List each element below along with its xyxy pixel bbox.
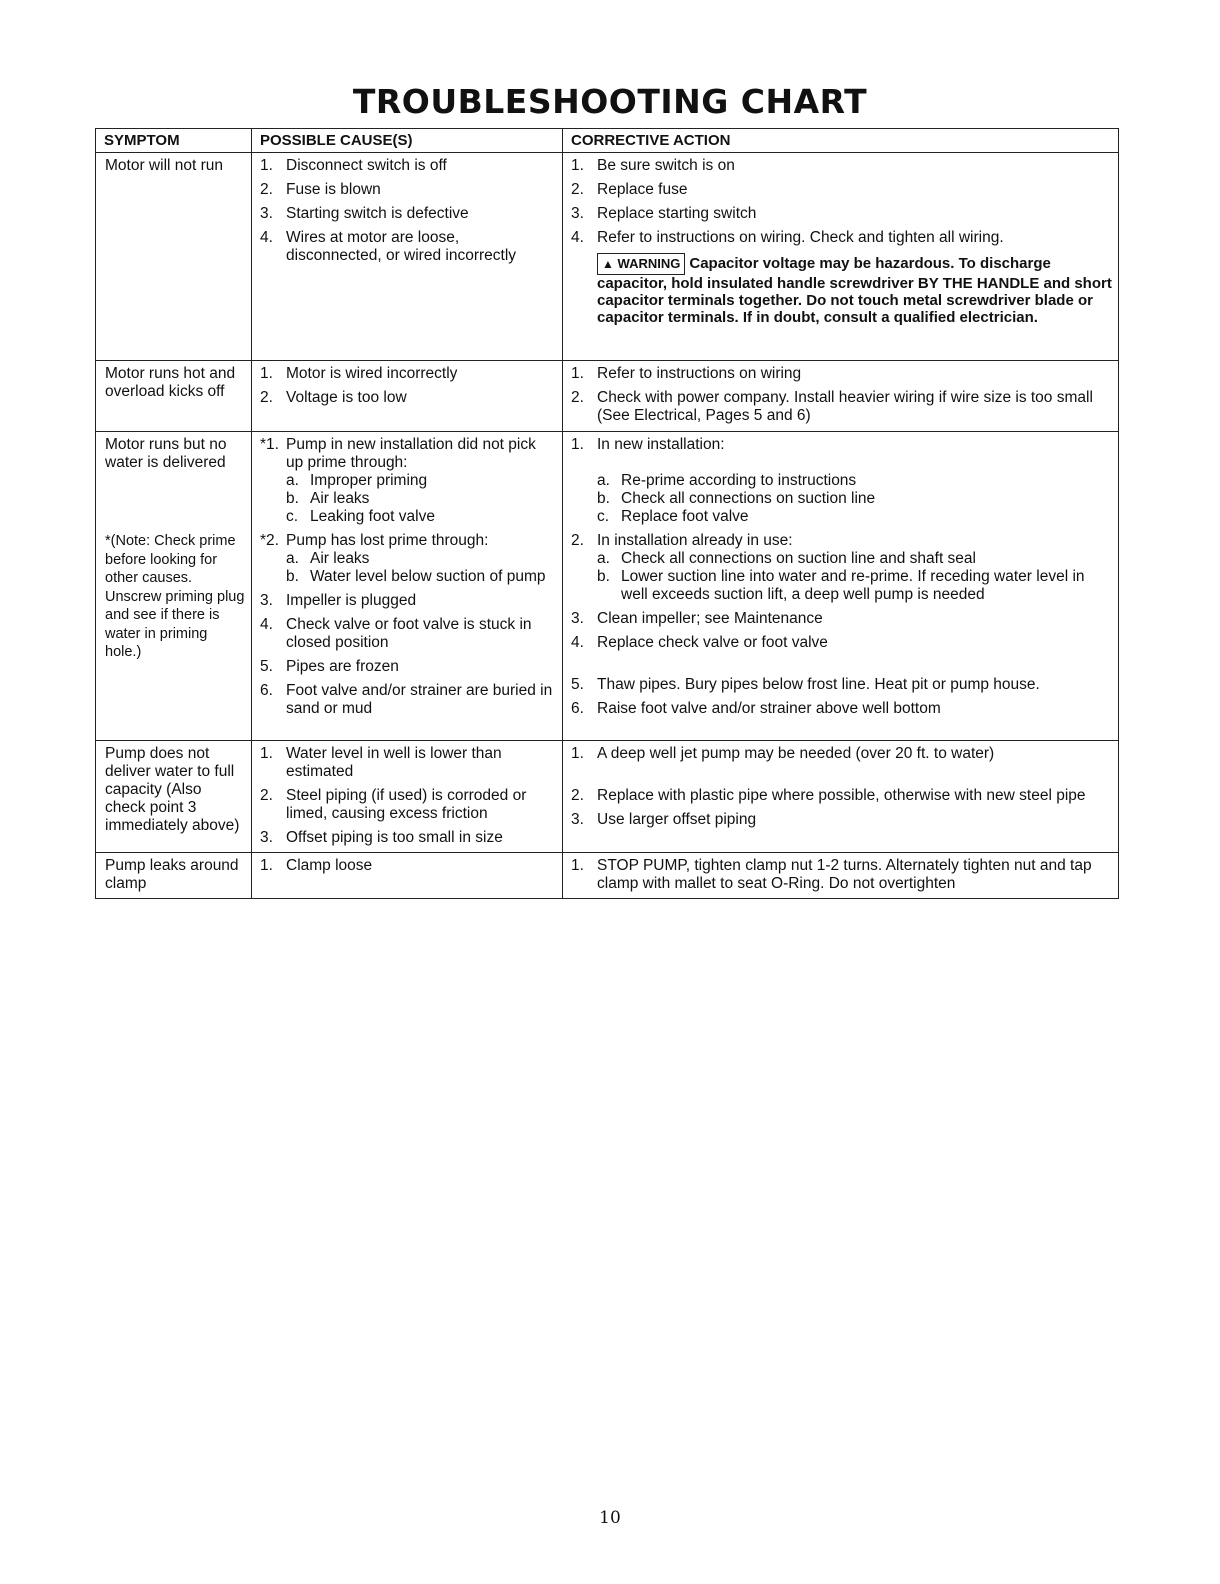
action-cell: [563, 853, 1119, 899]
list-item: 3. Use larger offset piping: [571, 811, 757, 828]
list-item: 2. Replace with plastic pipe where possible, otherwise with new steel pipe: [571, 787, 1086, 804]
header-causes: POSSIBLE CAUSE(S): [252, 129, 563, 153]
table-row: [96, 153, 1119, 361]
list-item: 5. Pipes are frozen: [260, 658, 399, 675]
list-item: 1. In new installation:: [571, 436, 725, 453]
table-row: [96, 361, 1119, 432]
list-item: 1. Be sure switch is on: [571, 157, 735, 174]
header-action: CORRECTIVE ACTION: [563, 129, 1119, 153]
list-item: 6. Raise foot valve and/or strainer above well bottom: [571, 700, 941, 717]
sub-item: a. Re-prime according to instructions: [597, 472, 857, 489]
table-row: [96, 741, 1119, 853]
list-item: 3. Replace starting switch: [571, 205, 757, 222]
list-item: 1. Disconnect switch is off: [260, 157, 447, 174]
list-item: 1. STOP PUMP, tighten clamp nut 1-2 turns. Alternately tighten nut and tap clamp with mallet to seat O-Ring. Do not overtighten: [571, 857, 1092, 892]
table-row: [96, 432, 1119, 741]
causes-cell: [252, 153, 563, 361]
symptom-cell: Motor runs hot and overload kicks off: [96, 361, 252, 432]
action-cell: [563, 153, 1119, 361]
causes-cell: [252, 853, 563, 899]
list-item: 1. Refer to instructions on wiring: [571, 365, 802, 382]
list-item: 1. Clamp loose: [260, 857, 373, 874]
sub-item: a. Improper priming: [286, 472, 428, 489]
page-title: TROUBLESHOOTING CHART: [352, 82, 868, 121]
warning-block: [597, 253, 1112, 326]
list-item: 6. Foot valve and/or strainer are buried in sand or mud: [260, 682, 553, 717]
warning-text: Capacitor voltage may be hazardous. To discharge capacitor, hold insulated handle screwdriver BY THE HANDLE and short capacitor terminals together. Do not touch metal screwdriver blade or capacitor terminals. If in doubt, consult a qualified electrician.: [597, 255, 1112, 326]
list-item: 4. Replace check valve or foot valve: [571, 634, 828, 651]
sub-item: a. Air leaks: [286, 550, 370, 567]
sub-list: [260, 472, 556, 526]
sub-list: [260, 550, 556, 586]
causes-cell: [252, 741, 563, 853]
warning-label: ▲ WARNING: [597, 253, 685, 275]
list-item: 3. Clean impeller; see Maintenance: [571, 610, 823, 627]
list-item: 1. A deep well jet pump may be needed (over 20 ft. to water): [571, 745, 995, 762]
list-item: *1. Pump in new installation did not pick up prime through:: [260, 436, 536, 471]
table-row: [96, 853, 1119, 899]
sub-item: b. Check all connections on suction line: [597, 490, 876, 507]
causes-cell: [252, 432, 563, 741]
list-item: 5. Thaw pipes. Bury pipes below frost line. Heat pit or pump house.: [571, 676, 1040, 693]
action-cell: [563, 361, 1119, 432]
symptom-text: Motor runs but no water is delivered: [105, 436, 227, 471]
list-item: 4. Wires at motor are loose, disconnected, or wired incorrectly: [260, 229, 517, 264]
list-item: 2. Fuse is blown: [260, 181, 381, 198]
sub-item: b. Lower suction line into water and re-prime. If receding water level in well exceeds suction lift, a deep well pump is needed: [597, 568, 1085, 603]
prime-note: *(Note: Check prime before looking for other causes. Unscrew priming plug and see if there is water in priming hole.): [105, 533, 245, 660]
list-item: 2. Check with power company. Install heavier wiring if wire size is too small (See Electrical, Pages 5 and 6): [571, 389, 1093, 424]
header-symptom: SYMPTOM: [96, 129, 252, 153]
list-item: 4. Check valve or foot valve is stuck in closed position: [260, 616, 532, 651]
symptom-cell: Pump leaks around clamp: [96, 853, 252, 899]
page-number: 10: [599, 1508, 621, 1528]
list-item: *2. Pump has lost prime through:: [260, 532, 489, 549]
sub-item: c. Leaking foot valve: [286, 508, 435, 525]
sub-item: b. Water level below suction of pump: [286, 568, 546, 585]
symptom-cell: Motor will not run: [96, 153, 252, 361]
action-cell: [563, 741, 1119, 853]
list-item: 2. Voltage is too low: [260, 389, 407, 406]
list-item: 3. Starting switch is defective: [260, 205, 469, 222]
table-header-row: [96, 129, 1119, 153]
list-item: 2. In installation already in use:: [571, 532, 793, 549]
list-item: 1. Water level in well is lower than estimated: [260, 745, 502, 780]
sub-list: [571, 472, 1112, 526]
sub-item: c. Replace foot valve: [597, 508, 749, 525]
sub-list: [571, 550, 1112, 604]
list-item: 2. Steel piping (if used) is corroded or limed, causing excess friction: [260, 787, 527, 822]
list-item: 3. Impeller is plugged: [260, 592, 417, 609]
sub-item: a. Check all connections on suction line and shaft seal: [597, 550, 976, 567]
troubleshooting-table: [95, 128, 1119, 899]
causes-cell: [252, 361, 563, 432]
symptom-cell: Pump does not deliver water to full capacity (Also check point 3 immediately above): [96, 741, 252, 853]
list-item: 1. Motor is wired incorrectly: [260, 365, 458, 382]
list-item: 2. Replace fuse: [571, 181, 688, 198]
sub-item: b. Air leaks: [286, 490, 370, 507]
warning-triangle-icon: ▲: [602, 257, 614, 271]
list-item: 3. Offset piping is too small in size: [260, 829, 503, 846]
symptom-cell: [96, 432, 252, 741]
list-item: 4. Refer to instructions on wiring. Check and tighten all wiring.: [571, 229, 1004, 246]
action-cell: [563, 432, 1119, 741]
